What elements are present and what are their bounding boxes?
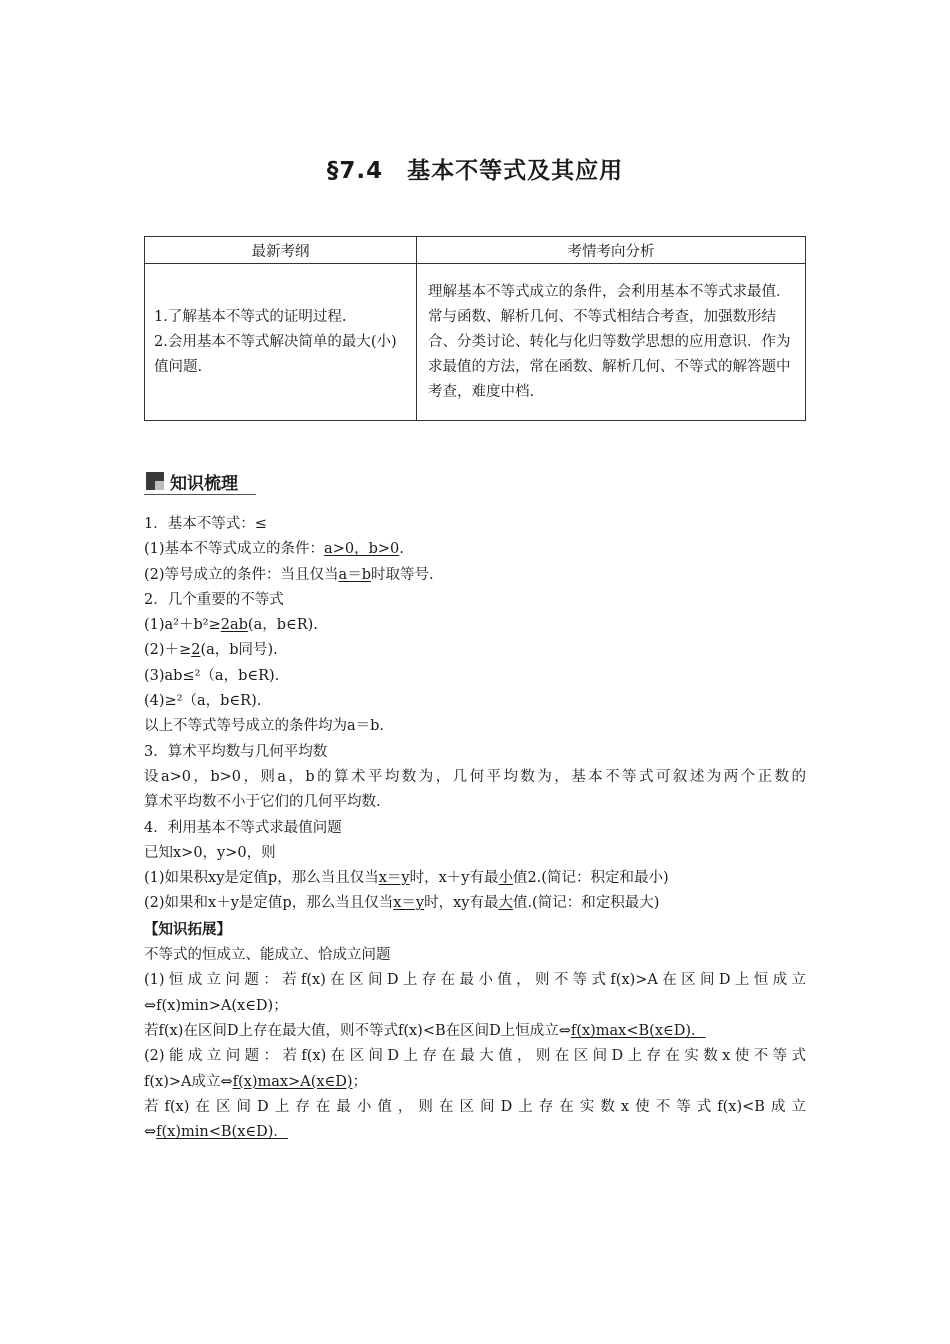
text-line [144, 1120, 806, 1145]
answer-blank: a＝b [338, 566, 371, 583]
outline-table [144, 236, 806, 421]
text-segment: 若f(x)在区间D上存在最小值，则在区间D上存在实数x使不等式f(x)<B成立 [144, 1098, 806, 1115]
answer-blank: 2 [191, 642, 201, 659]
section-label: 知识梳理 [170, 474, 238, 494]
text-line [144, 917, 806, 943]
text-segment: (3)ab≤²（a，b∈R). [144, 667, 280, 684]
text-segment: (1)恒成立问题：若f(x)在区间D上存在最小值，则不等式f(x)>A在区间D上恒成立 [144, 972, 806, 989]
table-header-analysis: 考情考向分析 [417, 237, 806, 264]
text-segment: (a，b∈R). [247, 617, 318, 634]
outline-item: 2.会用基本不等式解决简单的最大(小)值问题. [154, 333, 397, 375]
answer-blank: 小 [498, 870, 513, 887]
text-segment: 值.(简记：和定积最大) [512, 895, 660, 912]
section-heading [144, 468, 256, 495]
answer-blank: 2ab [220, 617, 248, 634]
text-line [144, 1044, 806, 1069]
knowledge-summary [144, 512, 806, 1145]
analysis-cell: 理解基本不等式成立的条件，会利用基本不等式求最值．常与函数、解析几何、不等式相结合考查，加强数形结合、分类讨论、转化与化归等数学思想的应用意识．作为求最值的方法，常在函数、解析几何、不等式的解答题中考查，难度中档. [417, 264, 806, 421]
text-segment: (2)能成立问题：若f(x)在区间D上存在最大值，则在区间D上存在实数x使不等式 [144, 1048, 806, 1065]
answer-blank: a>0，b>0 [324, 541, 400, 558]
text-line [144, 1070, 806, 1095]
text-line [144, 689, 806, 714]
text-segment: (2)如果和x＋y是定值p，那么当且仅当 [144, 895, 394, 912]
text-line [144, 740, 806, 765]
text-segment: (4)≥²（a，b∈R). [144, 693, 262, 710]
text-segment: 算术平均数不小于它们的几何平均数. [144, 794, 381, 811]
text-line [144, 790, 806, 815]
answer-blank: f(x)min<B(x∈D)． [156, 1124, 288, 1141]
text-line [144, 512, 806, 537]
text-line [144, 968, 806, 993]
text-segment: 已知x>0，y>0，则 [144, 844, 276, 861]
text-segment: 以上不等式等号成立的条件均为a＝b. [144, 718, 385, 735]
text-segment: (2)＋≥ [144, 642, 192, 659]
answer-blank: x＝y [393, 895, 425, 912]
text-line [144, 537, 806, 562]
text-line [144, 765, 806, 790]
text-segment: ； [352, 1073, 368, 1090]
answer-blank: f(x)max>A(x∈D) [232, 1073, 353, 1090]
text-line [144, 994, 806, 1019]
text-segment: ⇔f(x)min>A(x∈D)； [144, 997, 288, 1014]
text-segment: 值2.(简记：积定和最小) [512, 870, 669, 887]
text-segment: . [399, 541, 404, 558]
text-line [144, 816, 806, 841]
text-line [144, 841, 806, 866]
text-segment: (2)等号成立的条件：当且仅当 [144, 566, 339, 583]
text-segment: f(x)>A成立⇔ [144, 1073, 233, 1090]
text-line [144, 588, 806, 613]
text-segment: (1)a²＋b²≥ [144, 617, 221, 634]
text-line [144, 891, 806, 916]
text-segment: 不等式的恒成立、能成立、恰成立问题 [144, 947, 391, 964]
text-segment: 3．算术平均数与几何平均数 [144, 743, 328, 760]
text-line [144, 943, 806, 968]
text-segment: 1．基本不等式：≤ [144, 516, 267, 532]
text-segment: 时取等号. [370, 566, 434, 583]
text-segment: (a，b同号). [200, 642, 278, 659]
text-segment: 若f(x)在区间D上存在最大值，则不等式f(x)<B在区间D上恒成立⇔ [144, 1022, 571, 1039]
text-line [144, 613, 806, 638]
text-line [144, 1019, 806, 1044]
table-header-outline: 最新考纲 [145, 237, 417, 264]
section-square-icon [146, 472, 164, 490]
answer-blank: 大 [498, 895, 513, 912]
text-segment: 时，xy有最 [424, 895, 499, 912]
subheading: 【知识拓展】 [144, 920, 231, 938]
text-line [144, 664, 806, 689]
text-segment: (1)如果积xy是定值p，那么当且仅当 [144, 870, 379, 887]
text-segment: 2．几个重要的不等式 [144, 591, 284, 608]
text-line [144, 714, 806, 739]
text-line [144, 563, 806, 588]
answer-blank: f(x)max<B(x∈D)． [570, 1022, 706, 1039]
outline-cell [145, 264, 417, 421]
page-title: §7.4 基本不等式及其应用 [326, 158, 624, 184]
text-segment: (1)基本不等式成立的条件： [144, 541, 325, 558]
text-line [144, 866, 806, 891]
text-segment: 时，x＋y有最 [409, 870, 499, 887]
outline-item: 1.了解基本不等式的证明过程. [154, 308, 347, 325]
text-segment: ⇔ [144, 1124, 157, 1141]
text-segment: 设a>0，b>0，则a，b的算术平均数为，几何平均数为，基本不等式可叙述为两个正数的 [144, 768, 806, 785]
text-line [144, 1095, 806, 1120]
text-line [144, 638, 806, 663]
text-segment: 4．利用基本不等式求最值问题 [144, 819, 342, 836]
answer-blank: x＝y [378, 870, 410, 887]
